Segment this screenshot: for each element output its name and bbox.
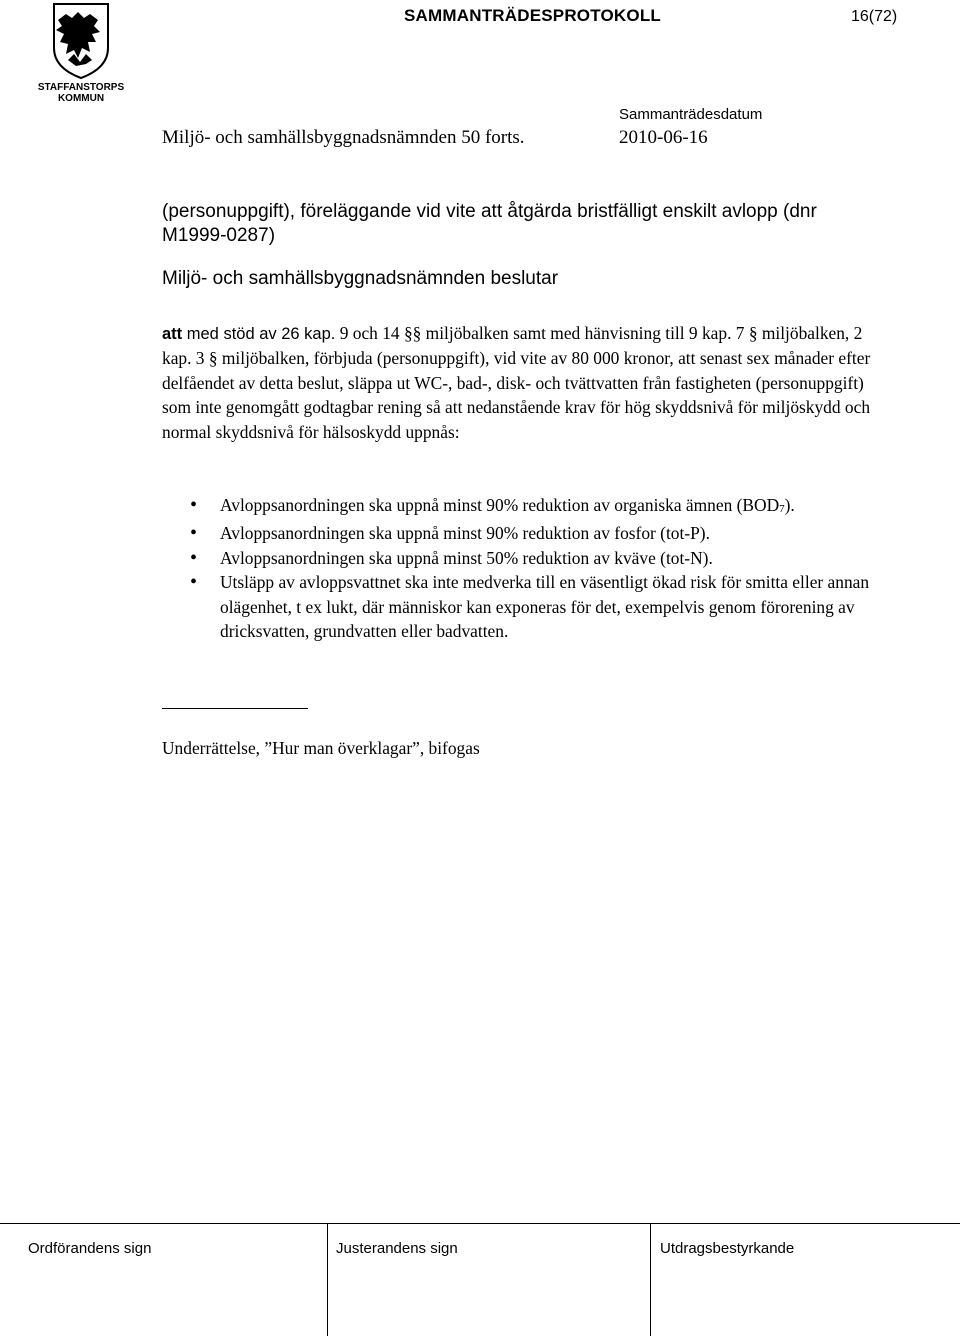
list-item: • Avloppsanordningen ska uppnå minst 90% reduktion av fosfor (tot-P).: [190, 521, 880, 545]
committee-section: Miljö- och samhällsbyggnadsnämnden 50 forts.: [162, 127, 525, 148]
requirement-text: Avloppsanordningen ska uppnå minst 90% reduktion av organiska ämnen (BOD: [220, 495, 780, 515]
subscript: 7: [779, 503, 785, 515]
page-number: 16(72): [851, 8, 898, 25]
municipality-logo: [28, 2, 134, 102]
chair-signature-label: Ordförandens sign: [28, 1240, 152, 1257]
requirements-list: [190, 493, 880, 643]
decision-sans-part: med stöd av 26 kap.: [182, 325, 336, 343]
logo-text-line-2: KOMMUN: [57, 93, 105, 102]
coat-of-arms-icon: [28, 2, 134, 102]
logo-text-line-1: STAFFANSTORPS: [37, 82, 125, 93]
separator-line: [162, 708, 308, 709]
meeting-date-label: Sammanträdesdatum: [619, 106, 763, 123]
requirement-text-end: ).: [784, 495, 795, 515]
list-item: [190, 493, 880, 521]
extract-certification-label: Utdragsbestyrkande: [660, 1240, 795, 1257]
decision-paragraph: [162, 321, 882, 444]
decision-intro: Miljö- och samhällsbyggnadsnämnden beslutar: [162, 268, 559, 289]
adjuster-signature-label: Justerandens sign: [336, 1240, 458, 1257]
meeting-date: 2010-06-16: [619, 127, 708, 148]
case-heading: (personuppgift), föreläggande vid vite att åtgärda bristfälligt enskilt avlopp (dnr M1999-0287): [162, 201, 817, 246]
document-title: SAMMANTRÄDESPROTOKOLL: [404, 6, 661, 25]
list-item: • Avloppsanordningen ska uppnå minst 50% reduktion av kväve (tot-N).: [190, 546, 880, 570]
footer-column-divider: [650, 1223, 651, 1336]
footer-divider: [0, 1223, 960, 1224]
list-item: • Utsläpp av avloppsvattnet ska inte medverka till en väsentligt ökad risk för smitta eller annan olägenhet, t ex lukt, där människor kan exponeras för det, exempelvis genom förorening av dricksvatten, grundvatten eller badvatten.: [190, 570, 880, 643]
footer-column-divider: [327, 1223, 328, 1336]
decision-lead-word: att: [162, 325, 183, 343]
appeal-notice: Underrättelse, ”Hur man överklagar”, bifogas: [162, 738, 480, 758]
decision-text: 9 och 14 §§ miljöbalken samt med hänvisning till 9 kap. 7 § miljöbalken, 2 kap. 3 § miljöbalken, förbjuda (personuppgift), vid vite av 80 000 kronor, att senast sex månader efter delfåendet av detta beslut, släppa ut WC-, bad-, disk- och tvättvatten från fastigheten (personuppgift) som inte genomgått godtagbar rening så att nedanstående krav för hög skyddsnivå för miljöskydd och normal skyddsnivå för hälsoskydd uppnås:: [162, 323, 871, 442]
